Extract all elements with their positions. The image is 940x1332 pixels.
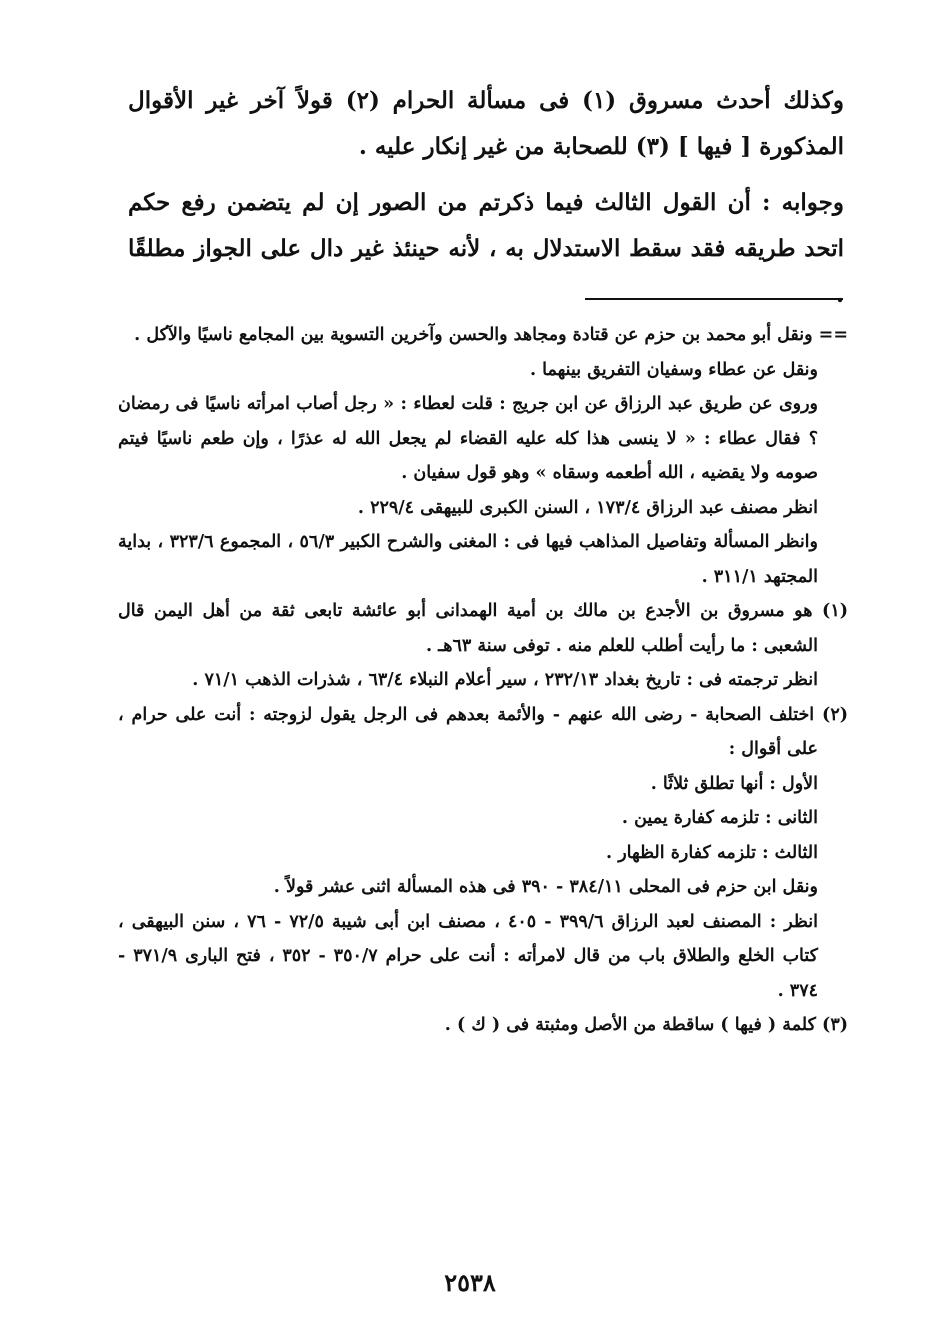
main-paragraph-1: وكذلك أحدث مسروق (١) فى مسألة الحرام (٢) قولاً آخر غير الأقوال المذكورة [ فيها ] (٣) للصحابة من غير إنكار عليه . [128, 87, 844, 160]
footnotes [118, 318, 848, 1043]
footnote-continued-line-2: ونقل عن عطاء وسفيان التفريق بينهما . [529, 359, 818, 380]
footnote-continued-line-4: انظر مصنف عبد الرزاق ١٧٣/٤ ، السنن الكبرى للبيهقى ٢٢٩/٤ . [357, 497, 818, 518]
footnote-separator [585, 298, 843, 300]
footnote-2-opinion-2: الثانى : تلزمه كفارة يمين . [621, 808, 818, 828]
footnote-2-opinion-3: الثالث : تلزمه كفارة الظهار . [606, 842, 818, 863]
footnote-continued-line-1: == ونقل أبو محمد بن حزم عن قتادة ومجاهد والحسن وآخرين التسوية بين المجامع ناسيًا والآكل . [134, 325, 848, 345]
page-number: ٢٥٣٨ [444, 1268, 496, 1297]
footnote-1-sources: انظر ترجمته فى : تاريخ بغداد ٢٣٢/١٣ ، سير أعلام النبلاء ٦٣/٤ ، شذرات الذهب ٧١/١ . [192, 670, 818, 690]
main-text [128, 78, 844, 318]
footnote-2-sources: انظر : المصنف لعبد الرزاق ٣٩٩/٦ - ٤٠٥ ، مصنف ابن أبى شيبة ٧٢/٥ - ٧٦ ، سنن البيهقى ، كتاب الخلع والطلاق باب من قال لامرأته : أنت على حرام ٣٥٠/٧ - ٣٥٢ ، فتح البارى ٣٧١/٩ - ٣٧٤ . [118, 911, 819, 1001]
footnote-1: (١) هو مسروق بن الأجدع بن مالك بن أمية الهمدانى أبو عائشة تابعى ثقة من أهل اليمن قال الشعبى : ما رأيت أطلب للعلم منه . توفى سنة ٦٣هـ . [118, 601, 848, 656]
main-paragraph-2: وجوابه : أن القول الثالث فيما ذكرتم من الصور إن لم يتضمن رفع حكم اتحد طريقه فقد سقط الاستدلال به ، لأنه حينئذ غير دال على الجواز مطلقًا . [128, 189, 844, 308]
footnote-2-ibn-hazm: ونقل ابن حزم فى المحلى ٣٨٤/١١ - ٣٩٠ فى هذه المسألة اثنى عشر قولاً . [273, 877, 818, 897]
footnote-continued-line-3: وروى عن طريق عبد الرزاق عن ابن جريج : قلت لعطاء : « رجل أصاب امرأته ناسيًا فى رمضان ؟ فقال عطاء : « لا ينسى هذا كله عليه القضاء لم يجعل الله له عذرًا ، وإن طعم ناسيًا فيتم صومه ولا يقضيه ، الله أطعمه وسقاه » وهو قول سفيان . [118, 394, 818, 483]
footnote-3: (٣) كلمة ( فيها ) ساقطة من الأصل ومثبتة فى ( ك ) . [444, 1015, 848, 1035]
footnote-2-opinion-1: الأول : أنها تطلق ثلاثًا . [650, 773, 818, 794]
footnote-continued-line-5: وانظر المسألة وتفاصيل المذاهب فيها فى : المغنى والشرح الكبير ٥٦/٣ ، المجموع ٣٢٣/٦ ، بداية المجتهد ٣١١/١ . [118, 532, 818, 587]
footnote-2: (٢) اختلف الصحابة - رضى الله عنهم - والأئمة بعدهم فى الرجل يقول لزوجته : أنت على حرام ، على أقوال : [118, 704, 848, 759]
